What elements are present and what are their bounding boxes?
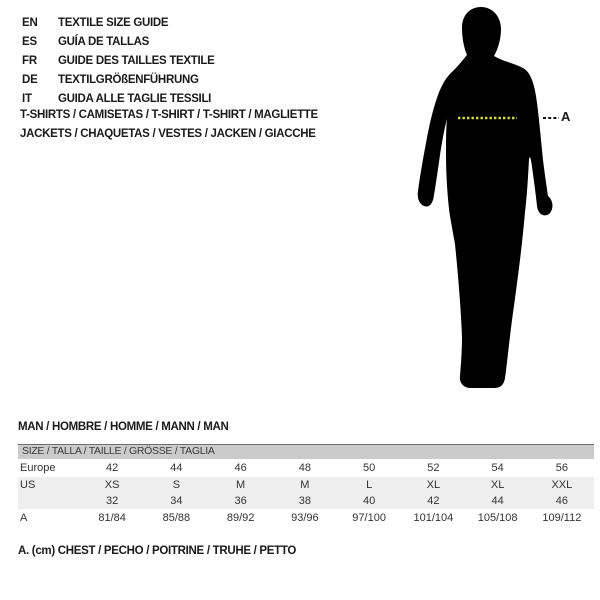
size-cell: 38 (298, 495, 311, 507)
size-cell: M (300, 479, 310, 491)
language-label: GUIDA ALLE TAGLIE TESSILI (58, 92, 212, 105)
size-cell: 109/112 (542, 512, 582, 524)
size-cell: 52 (427, 462, 440, 474)
size-cell: 36 (234, 495, 247, 507)
size-table (18, 444, 594, 527)
size-cell: L (366, 479, 373, 491)
table-row-chest-cm (18, 509, 594, 527)
language-row (22, 51, 215, 70)
language-code: DE (22, 73, 38, 86)
table-row-europe (18, 459, 594, 477)
product-type-lines (20, 106, 318, 144)
man-silhouette-shape (418, 7, 553, 388)
size-cell: 81/84 (98, 512, 126, 524)
language-label: GUIDE DES TAILLES TEXTILE (58, 54, 215, 67)
language-list (22, 13, 215, 108)
size-cell: S (172, 479, 181, 491)
row-label: US (20, 479, 36, 491)
size-cell: 42 (106, 462, 119, 474)
table-row-us (18, 477, 594, 493)
size-cell: 44 (170, 462, 183, 474)
size-cell: XXL (551, 479, 573, 491)
size-cell: 40 (363, 495, 376, 507)
section-title: MAN / HOMBRE / HOMME / MANN / MAN (18, 421, 229, 433)
size-cell: XL (490, 479, 505, 491)
language-code: IT (22, 92, 32, 105)
language-row (22, 70, 215, 89)
size-cell: 105/108 (477, 512, 518, 524)
size-table-header: SIZE / TALLA / TAILLE / GRÖSSE / TAGLIA (18, 444, 594, 459)
product-type-jackets: JACKETS / CHAQUETAS / VESTES / JACKEN / GIACCHE (20, 128, 316, 140)
language-row (22, 32, 215, 51)
size-cell: 42 (427, 495, 440, 507)
size-cell: 44 (491, 495, 504, 507)
size-cell: 56 (555, 462, 568, 474)
size-cell: 89/92 (226, 512, 255, 524)
size-cell: 50 (363, 462, 376, 474)
language-code: ES (22, 35, 37, 48)
measurement-footnote: A. (cm) CHEST / PECHO / POITRINE / TRUHE / PETTO (18, 545, 297, 557)
measure-label-a: A (561, 109, 571, 124)
size-cell: 48 (298, 462, 311, 474)
size-cell: 46 (555, 495, 568, 507)
size-cell: 85/88 (162, 512, 191, 524)
size-cell: 97/100 (352, 512, 386, 524)
table-row-us-numeric (18, 493, 594, 509)
language-label: TEXTILE SIZE GUIDE (58, 16, 169, 29)
size-cell: XL (426, 479, 441, 491)
size-cell: 101/104 (413, 512, 454, 524)
size-cell: XS (104, 479, 120, 491)
language-label: TEXTILGRÖßENFÜHRUNG (58, 73, 199, 86)
product-type-tshirts: T-SHIRTS / CAMISETAS / T-SHIRT / T-SHIRT / MAGLIETTE (20, 109, 318, 121)
row-label: A (20, 512, 28, 524)
size-cell: 93/96 (291, 512, 319, 524)
size-cell: 34 (170, 495, 183, 507)
language-code: FR (22, 54, 37, 67)
size-cell: 54 (491, 462, 504, 474)
size-cell: M (236, 479, 246, 491)
language-code: EN (22, 16, 38, 29)
row-label (18, 493, 80, 509)
size-cell: 32 (106, 495, 119, 507)
man-silhouette (405, 0, 580, 400)
size-cell: 46 (234, 462, 247, 474)
language-label: GUÍA DE TALLAS (58, 35, 149, 48)
language-row (22, 13, 215, 32)
row-label: Europe (20, 462, 56, 474)
